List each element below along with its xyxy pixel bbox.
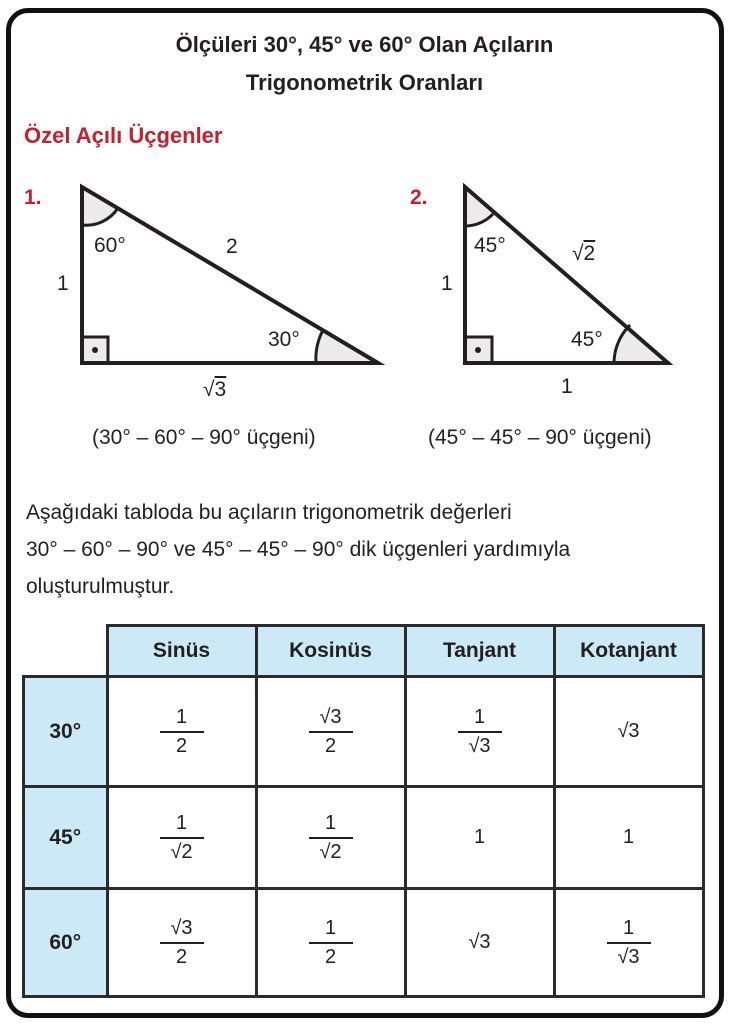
cell-cos-60: $\frac{1}{2}$ <box>256 889 405 997</box>
triangle-2-bottom-angle: 45° <box>571 328 603 351</box>
triangle-2-number: 2. <box>410 186 428 209</box>
cell-cot-60: $\frac{1}{√3}$ <box>554 889 703 997</box>
cell-cos-30: $\frac{√3}{2}$ <box>256 677 405 787</box>
row-header-60: 60° <box>24 889 108 997</box>
row-header-30: 30° <box>24 677 108 787</box>
section-heading: Özel Açılı Üçgenler <box>24 123 223 148</box>
triangle-1-number: 1. <box>24 186 42 209</box>
cell-tan-60: √3 <box>405 889 554 997</box>
table-row-60 <box>24 889 704 997</box>
cell-cos-45: $\frac{1}{√2}$ <box>256 787 405 889</box>
cell-tan-45: 1 <box>405 787 554 889</box>
paragraph-line-1: Aşağıdaki tabloda bu açıların trigonometrik değerleri <box>26 501 512 524</box>
column-header-kotanjant: Kotanjant <box>554 626 703 677</box>
paragraph-line-2: 30° – 60° – 90° ve 45° – 45° – 90° dik üçgenleri yardımıyla <box>26 538 571 561</box>
triangle-2-base-side: 1 <box>561 375 573 398</box>
triangle-30-60-90 <box>82 187 378 363</box>
triangle-45-45-90 <box>465 187 668 363</box>
paragraph-line-3: oluşturulmuştur. <box>26 575 175 598</box>
triangle-2-top-angle: 45° <box>474 234 506 257</box>
triangle-1-hypotenuse: 2 <box>226 235 238 258</box>
triangle-1-base-side: √3 <box>203 378 227 401</box>
cell-sin-60: $\frac{√3}{2}$ <box>107 889 256 997</box>
cell-sin-45: $\frac{1}{√2}$ <box>107 787 256 889</box>
column-header-kosinus: Kosinüs <box>256 626 405 677</box>
triangle-2-vertical-side: 1 <box>441 272 453 295</box>
table-header-row <box>24 626 704 677</box>
triangle-1-top-angle: 60° <box>94 234 126 257</box>
triangle-1-vertical-side: 1 <box>57 272 69 295</box>
page-title-line1: Ölçüleri 30°, 45° ve 60° Olan Açıların <box>175 32 554 57</box>
triangle-2-hypotenuse: √2 <box>572 242 596 265</box>
cell-sin-30: $\frac{1}{2}$ <box>107 677 256 787</box>
table-row-30 <box>24 677 704 787</box>
triangle-2-caption: (45° – 45° – 90° üçgeni) <box>428 426 652 449</box>
page-title-line2: Trigonometrik Oranları <box>245 70 484 95</box>
cell-cot-30: √3 <box>554 677 703 787</box>
triangle-1-caption: (30° – 60° – 90° üçgeni) <box>92 426 316 449</box>
trig-values-table <box>22 624 705 998</box>
cell-tan-30: $\frac{1}{√3}$ <box>405 677 554 787</box>
column-header-sinus: Sinüs <box>107 626 256 677</box>
intro-paragraph <box>26 494 570 605</box>
triangle-1-bottom-angle: 30° <box>268 328 300 351</box>
cell-cot-45: 1 <box>554 787 703 889</box>
table-row-45 <box>24 787 704 889</box>
table-corner <box>24 626 108 677</box>
row-header-45: 45° <box>24 787 108 889</box>
column-header-tanjant: Tanjant <box>405 626 554 677</box>
